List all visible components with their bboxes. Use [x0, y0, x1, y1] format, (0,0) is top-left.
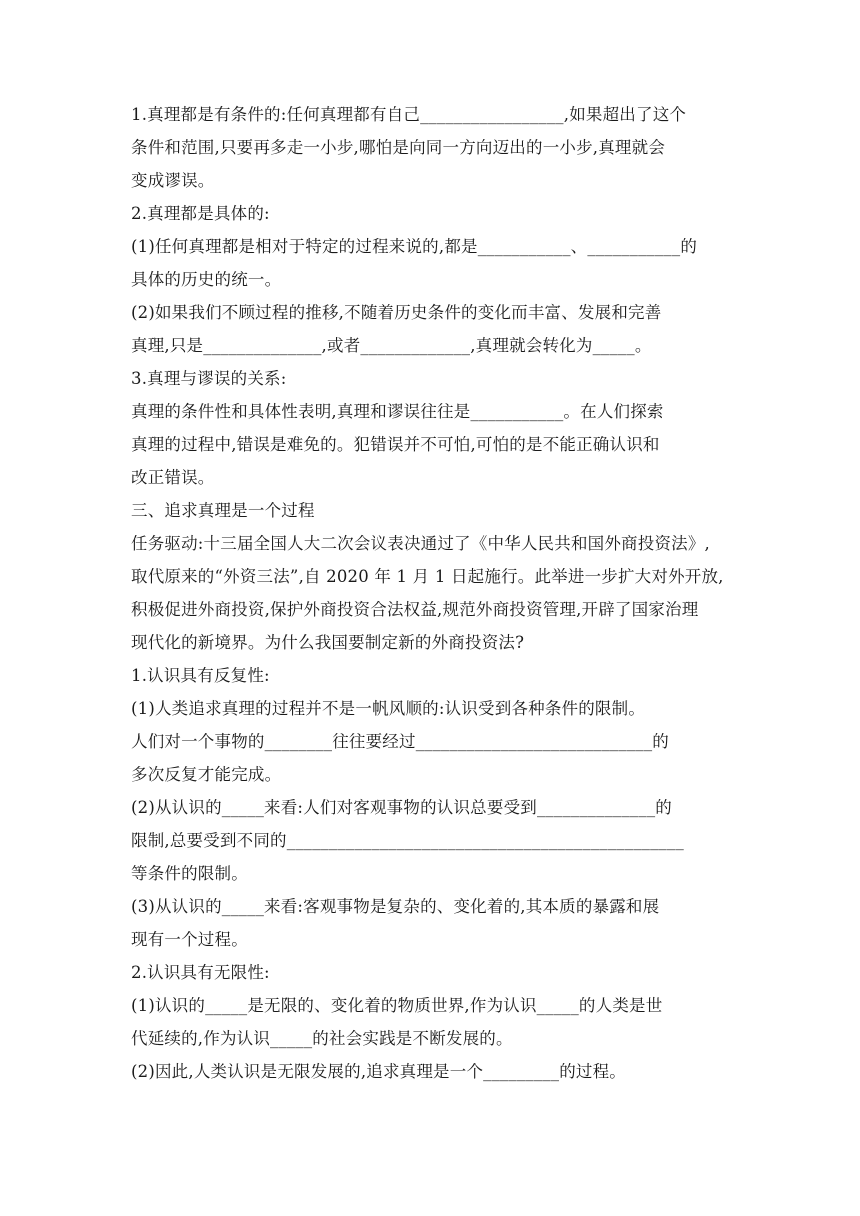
- line-text: 1.认识具有反复性:: [131, 666, 270, 685]
- text-line: [131, 236, 751, 258]
- text-line: [131, 335, 751, 357]
- line-text: 条件和范围,只要再多走一小步,哪怕是向同一方向迈出的一小步,真理就会: [131, 138, 666, 157]
- line-text: (2)因此,人类认识是无限发展的,追求真理是一个_________的过程。: [131, 1062, 627, 1081]
- line-text: (2)从认识的_____来看:人们对客观事物的认识总要受到______________的: [131, 798, 672, 817]
- line-text: (1)认识的_____是无限的、变化着的物质世界,作为认识_____的人类是世: [131, 996, 663, 1015]
- text-line: [131, 302, 751, 324]
- text-line: [131, 995, 751, 1017]
- line-text: 3.真理与谬误的关系:: [131, 369, 287, 388]
- text-line: [131, 797, 751, 819]
- text-line: [131, 269, 751, 291]
- text-line: [131, 401, 751, 423]
- section-heading: [131, 203, 751, 225]
- line-text: (1)人类追求真理的过程并不是一帆风顺的:认识受到各种条件的限制。: [131, 699, 646, 718]
- line-text: (1)任何真理都是相对于特定的过程来说的,都是___________、___________的: [131, 237, 698, 256]
- line-text: 改正错误。: [131, 468, 215, 487]
- text-line: [131, 863, 751, 885]
- line-text: 变成谬误。: [131, 171, 215, 190]
- text-line: [131, 533, 751, 555]
- document-page: [131, 104, 751, 1094]
- text-line: [131, 896, 751, 918]
- section-heading: [131, 665, 751, 687]
- line-text: 积极促进外商投资,保护外商投资合法权益,规范外商投资管理,开辟了国家治理: [131, 600, 699, 619]
- line-text: 人们对一个事物的________往往要经过____________________________的: [131, 732, 669, 751]
- line-text: 取代原来的“外资三法”,自 2020 年 1 月 1 日起施行。此举进一步扩大对外开放,: [131, 567, 724, 586]
- line-text: 真理的过程中,错误是难免的。犯错误并不可怕,可怕的是不能正确认识和: [131, 435, 660, 454]
- section-heading: [131, 962, 751, 984]
- text-line: [131, 929, 751, 951]
- line-text: 等条件的限制。: [131, 864, 248, 883]
- text-line: [131, 104, 751, 126]
- line-text: 现代化的新境界。为什么我国要制定新的外商投资法?: [131, 633, 525, 652]
- text-line: [131, 170, 751, 192]
- line-text: 具体的历史的统一。: [131, 270, 282, 289]
- line-text: 代延续的,作为认识_____的社会实践是不断发展的。: [131, 1029, 513, 1048]
- chapter-heading: [131, 500, 751, 522]
- text-line: [131, 764, 751, 786]
- text-line: [131, 599, 751, 621]
- line-text: (2)如果我们不顾过程的推移,不随着历史条件的变化而丰富、发展和完善: [131, 303, 662, 322]
- text-line: [131, 731, 751, 753]
- line-text: 2.真理都是具体的:: [131, 204, 270, 223]
- text-line: [131, 467, 751, 489]
- text-line: [131, 1028, 751, 1050]
- line-text: (3)从认识的_____来看:客观事物是复杂的、变化着的,其本质的暴露和展: [131, 897, 660, 916]
- line-text: 真理的条件性和具体性表明,真理和谬误往往是___________。在人们探索: [131, 402, 664, 421]
- text-line: [131, 434, 751, 456]
- line-text: 2.认识具有无限性:: [131, 963, 270, 982]
- text-line: [131, 632, 751, 654]
- line-text: 1.真理都是有条件的:任何真理都有自己_________________,如果超出了这个: [131, 105, 687, 124]
- line-text: 限制,总要受到不同的_______________________________________________: [131, 831, 684, 850]
- text-line: [131, 137, 751, 159]
- text-line: [131, 830, 751, 852]
- line-text: 真理,只是______________,或者_____________,真理就会转化为_____。: [131, 336, 652, 355]
- line-text: 任务驱动:十三届全国人大二次会议表决通过了《中华人民共和国外商投资法》,: [131, 534, 711, 553]
- line-text: 三、追求真理是一个过程: [131, 501, 315, 520]
- line-text: 现有一个过程。: [131, 930, 248, 949]
- section-heading: [131, 368, 751, 390]
- text-line: [131, 1061, 751, 1083]
- text-line: [131, 698, 751, 720]
- line-text: 多次反复才能完成。: [131, 765, 282, 784]
- text-line: [131, 566, 751, 588]
